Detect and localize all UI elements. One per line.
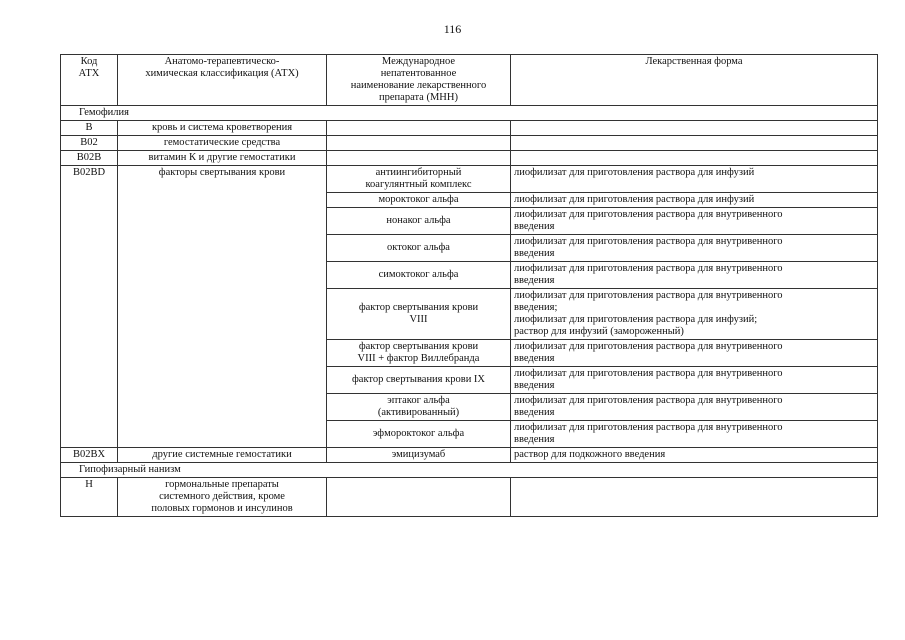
mnn-cell: эфмороктоког альфа [327, 421, 511, 448]
atc-code: H [61, 478, 118, 517]
table-row [61, 136, 878, 151]
atc-class: факторы свертывания крови [118, 166, 327, 448]
mnn-cell: октоког альфа [327, 235, 511, 262]
section-nanism: Гипофизарный нанизм [61, 463, 878, 478]
mnn-cell: мороктоког альфа [327, 193, 511, 208]
form-cell: раствор для подкожного введения [511, 448, 878, 463]
form-cell: лиофилизат для приготовления раствора для внутривенного введения [511, 367, 878, 394]
table-row [61, 121, 878, 136]
atc-table [60, 54, 878, 517]
section-hemophilia: Гемофилия [61, 106, 878, 121]
form-cell: лиофилизат для приготовления раствора для инфузий [511, 166, 878, 193]
mnn-cell [327, 151, 511, 166]
atc-class: гормональные препараты системного действия, кроме половых гормонов и инсулинов [118, 478, 327, 517]
form-cell [511, 151, 878, 166]
atc-class: другие системные гемостатики [118, 448, 327, 463]
header-code: Код АТХ [61, 55, 118, 106]
form-cell: лиофилизат для приготовления раствора для внутривенного введения [511, 235, 878, 262]
mnn-cell [327, 121, 511, 136]
table-header-row [61, 55, 878, 106]
mnn-cell [327, 478, 511, 517]
section-row [61, 463, 878, 478]
atc-class: кровь и система кроветворения [118, 121, 327, 136]
atc-code: B02BD [61, 166, 118, 448]
header-classification: Анатомо-терапевтическо- химическая классификация (АТХ) [118, 55, 327, 106]
mnn-cell [327, 136, 511, 151]
table-row [61, 448, 878, 463]
form-cell: лиофилизат для приготовления раствора для внутривенного введения [511, 262, 878, 289]
mnn-cell: нонаког альфа [327, 208, 511, 235]
atc-class: гемостатические средства [118, 136, 327, 151]
mnn-cell: фактор свертывания крови VIII [327, 289, 511, 340]
header-mnn: Международное непатентованное наименование лекарственного препарата (МНН) [327, 55, 511, 106]
atc-class: витамин К и другие гемостатики [118, 151, 327, 166]
table-row [61, 166, 878, 193]
atc-code: B02B [61, 151, 118, 166]
atc-code: B [61, 121, 118, 136]
form-cell: лиофилизат для приготовления раствора для инфузий [511, 193, 878, 208]
mnn-cell: фактор свертывания крови VIII + фактор Виллебранда [327, 340, 511, 367]
atc-code: B02 [61, 136, 118, 151]
form-cell: лиофилизат для приготовления раствора для внутривенного введения; лиофилизат для приготовления раствора для инфузий; раствор для инфузий (замороженный) [511, 289, 878, 340]
page-number: 116 [443, 22, 462, 36]
form-cell: лиофилизат для приготовления раствора для внутривенного введения [511, 340, 878, 367]
table-row [61, 151, 878, 166]
form-cell [511, 478, 878, 517]
mnn-cell: эптаког альфа (активированный) [327, 394, 511, 421]
form-cell: лиофилизат для приготовления раствора для внутривенного введения [511, 394, 878, 421]
table-row [61, 478, 878, 517]
section-row [61, 106, 878, 121]
form-cell: лиофилизат для приготовления раствора для внутривенного введения [511, 421, 878, 448]
form-cell: лиофилизат для приготовления раствора для внутривенного введения [511, 208, 878, 235]
mnn-cell: симоктоког альфа [327, 262, 511, 289]
form-cell [511, 136, 878, 151]
atc-code: B02BX [61, 448, 118, 463]
form-cell [511, 121, 878, 136]
mnn-cell: антиингибиторный коагулянтный комплекс [327, 166, 511, 193]
header-form: Лекарственная форма [511, 55, 878, 106]
mnn-cell: эмицизумаб [327, 448, 511, 463]
mnn-cell: фактор свертывания крови IX [327, 367, 511, 394]
